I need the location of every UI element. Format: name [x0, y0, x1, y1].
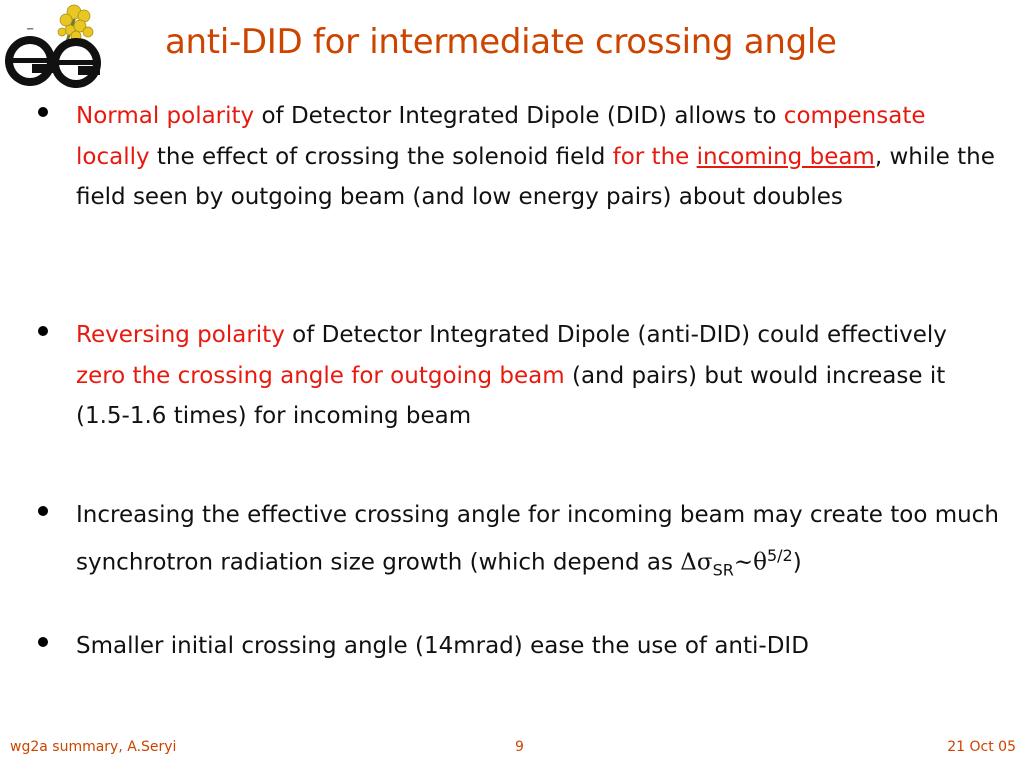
- bullet-item: [28, 96, 1003, 218]
- bullet-segment: for the: [612, 143, 697, 170]
- bullet-segment: compensate locally: [76, 103, 926, 170]
- bullet-segment: incoming beam: [696, 143, 875, 170]
- bullet-segment: zero the crossing angle for outgoing beam: [76, 362, 565, 389]
- bullet-segment: Increasing the effective crossing angle for incoming beam may create too much synchrotron radiation size growth (which depend as: [76, 502, 999, 576]
- bullet-item: [28, 495, 1003, 590]
- bullet-item: [28, 315, 1003, 437]
- bullet-dot-icon: [38, 506, 48, 516]
- bullet-segment: SR: [712, 559, 734, 579]
- bullet-segment: (and pairs) but would increase it (1.5-1.6 times) for incoming beam: [76, 362, 946, 429]
- svg-text:+: +: [70, 80, 79, 90]
- bullet-text: [76, 315, 1003, 437]
- bullet-text: [76, 96, 1003, 218]
- footer-author: wg2a summary, A.Seryi: [10, 739, 177, 755]
- bullet-segment: ): [792, 549, 802, 576]
- page-title: anti-DID for intermediate crossing angle: [165, 22, 837, 62]
- bullet-segment: , while the field seen by outgoing beam (and low energy pairs) about doubles: [76, 143, 995, 210]
- bullet-segment: Normal polarity: [76, 103, 255, 129]
- ee-flower-logo: [2, 2, 114, 90]
- bullet-segment: Smaller initial crossing angle (14mrad) ease the use of anti-DID: [76, 633, 809, 659]
- bullet-text: [76, 626, 1003, 667]
- bullet-segment: the effect of crossing the solenoid field: [149, 143, 613, 170]
- bullet-segment: Δσ: [680, 549, 713, 576]
- bullet-segment: 5/2: [766, 545, 793, 565]
- bullet-segment: Reversing polarity: [76, 322, 285, 348]
- bullet-dot-icon: [38, 637, 48, 647]
- bullet-item: [28, 626, 1003, 667]
- bullet-dot-icon: [38, 107, 48, 117]
- page-number: 9: [515, 739, 524, 755]
- bullet-dot-icon: [38, 326, 48, 336]
- bullet-segment: of Detector Integrated Dipole (anti-DID) could effectively: [284, 322, 947, 348]
- bullet-segment: ~θ: [733, 549, 767, 576]
- bullet-text: [76, 495, 1003, 590]
- svg-text:−: −: [26, 24, 35, 35]
- footer-date: 21 Oct 05: [947, 739, 1016, 755]
- bullet-segment: of Detector Integrated Dipole (DID) allows to: [254, 103, 784, 129]
